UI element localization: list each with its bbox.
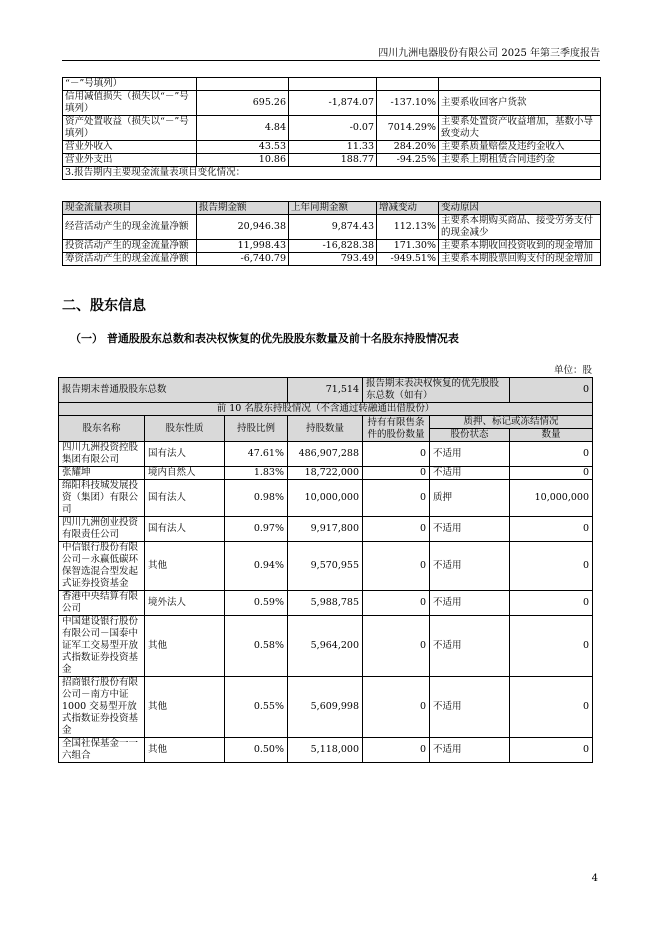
previous-amount-cell bbox=[289, 78, 377, 91]
pledge-quantity-cell: 0 bbox=[510, 442, 593, 467]
item-cell: 筹资活动产生的现金流量净额 bbox=[63, 253, 197, 266]
pref-shareholders-value: 0 bbox=[510, 378, 593, 403]
header-cell: 变动原因 bbox=[439, 202, 601, 215]
pledge-quantity-cell: 0 bbox=[510, 591, 593, 616]
restricted-shares-cell: 0 bbox=[363, 442, 430, 467]
pledge-quantity-cell: 0 bbox=[510, 542, 593, 591]
shareholder-nature-cell: 国有法人 bbox=[145, 480, 225, 517]
table-row bbox=[59, 616, 593, 677]
shareholder-name-cell: 招商银行股份有限公司－南方中证 1000 交易型开放式指数证券投资基金 bbox=[59, 677, 145, 738]
change-cell: 171.30% bbox=[377, 240, 439, 253]
shareholder-name-cell: 中国建设银行股份有限公司－国泰中证军工交易型开放式指数证券投资基金 bbox=[59, 616, 145, 677]
header-cell: 上年同期金额 bbox=[289, 202, 377, 215]
restricted-shares-cell: 0 bbox=[363, 517, 430, 542]
holding-ratio-cell: 0.50% bbox=[225, 738, 288, 763]
pledge-status-cell: 不适用 bbox=[430, 591, 510, 616]
table-row bbox=[63, 116, 601, 141]
shareholder-nature-cell: 国有法人 bbox=[145, 442, 225, 467]
shareholder-name-cell: 四川九洲投资控股集团有限公司 bbox=[59, 442, 145, 467]
item-cell: 信用减值损失（损失以“－”号填列） bbox=[63, 91, 197, 116]
change-cell: 284.20% bbox=[377, 141, 439, 154]
table-row bbox=[59, 480, 593, 517]
previous-amount-cell: 11.33 bbox=[289, 141, 377, 154]
item-cell: 营业外支出 bbox=[63, 154, 197, 167]
current-amount-cell: 20,946.38 bbox=[197, 215, 289, 240]
holding-ratio-cell: 0.97% bbox=[225, 517, 288, 542]
current-amount-cell: 11,998.43 bbox=[197, 240, 289, 253]
table-row bbox=[63, 91, 601, 116]
change-cell: -137.10% bbox=[377, 91, 439, 116]
previous-amount-cell: 188.77 bbox=[289, 154, 377, 167]
top10-caption: 前 10 名股东持股情况（不含通过转融通出借股份） bbox=[59, 403, 593, 416]
total-shareholders-label: 报告期末普通股股东总数 bbox=[59, 378, 288, 403]
shareholder-name-cell: 全国社保基金一一六组合 bbox=[59, 738, 145, 763]
header-cell: 现金流量表项目 bbox=[63, 202, 197, 215]
restricted-shares-cell: 0 bbox=[363, 591, 430, 616]
pledge-status-cell: 不适用 bbox=[430, 738, 510, 763]
pledge-status-cell: 不适用 bbox=[430, 616, 510, 677]
holding-quantity-cell: 10,000,000 bbox=[288, 480, 363, 517]
restricted-shares-cell: 0 bbox=[363, 480, 430, 517]
unit-label: 单位：股 bbox=[553, 365, 592, 376]
table-row bbox=[63, 253, 601, 266]
pledge-status-cell: 不适用 bbox=[430, 542, 510, 591]
change-cell bbox=[377, 78, 439, 91]
previous-amount-cell: -0.07 bbox=[289, 116, 377, 141]
header-cell: 股东名称 bbox=[59, 416, 145, 442]
holding-quantity-cell: 5,118,000 bbox=[288, 738, 363, 763]
header-cell: 增减变动 bbox=[377, 202, 439, 215]
table-row bbox=[59, 591, 593, 616]
reason-cell: 主要系本期收回投资收到的现金增加 bbox=[439, 240, 601, 253]
change-cell: -94.25% bbox=[377, 154, 439, 167]
shareholder-nature-cell: 其他 bbox=[145, 616, 225, 677]
cashflow-header-row bbox=[63, 202, 601, 215]
income-change-table bbox=[62, 77, 601, 180]
current-amount-cell: 10.86 bbox=[197, 154, 289, 167]
shareholder-name-cell: 香港中央结算有限公司 bbox=[59, 591, 145, 616]
header-cell: 持有有限售条件的股份数量 bbox=[363, 416, 430, 442]
shareholder-nature-cell: 其他 bbox=[145, 542, 225, 591]
section-title: 二、股东信息 bbox=[62, 298, 146, 314]
item-cell: 投资活动产生的现金流量净额 bbox=[63, 240, 197, 253]
shareholder-nature-cell: 境外法人 bbox=[145, 591, 225, 616]
current-amount-cell: 695.26 bbox=[197, 91, 289, 116]
shareholder-nature-cell: 其他 bbox=[145, 677, 225, 738]
cashflow-caption: 3.报告期内主要现金流量表项目变化情况： bbox=[63, 167, 601, 180]
table-row bbox=[59, 467, 593, 480]
pledge-status-cell: 不适用 bbox=[430, 517, 510, 542]
current-amount-cell: 4.84 bbox=[197, 116, 289, 141]
current-amount-cell: -6,740.79 bbox=[197, 253, 289, 266]
header-cell: 持股比例 bbox=[225, 416, 288, 442]
table-row bbox=[59, 738, 593, 763]
pref-shareholders-label: 报告期末表决权恢复的优先股股东总数（如有） bbox=[363, 378, 510, 403]
previous-amount-cell: 9,874.43 bbox=[289, 215, 377, 240]
pledge-quantity-cell: 10,000,000 bbox=[510, 480, 593, 517]
item-cell: 经营活动产生的现金流量净额 bbox=[63, 215, 197, 240]
shareholder-name-cell: 张耀坤 bbox=[59, 467, 145, 480]
shareholder-nature-cell: 其他 bbox=[145, 738, 225, 763]
total-shareholders-value: 71,514 bbox=[288, 378, 363, 403]
pledge-status-cell: 不适用 bbox=[430, 442, 510, 467]
change-cell: 112.13% bbox=[377, 215, 439, 240]
header-cell: 股份状态 bbox=[430, 429, 510, 442]
section-subtitle: （一） 普通股股东总数和表决权恢复的优先股股东数量及前十名股东持股情况表 bbox=[70, 332, 459, 345]
holding-quantity-cell: 486,907,288 bbox=[288, 442, 363, 467]
change-cell: 7014.29% bbox=[377, 116, 439, 141]
shareholder-nature-cell: 境内自然人 bbox=[145, 467, 225, 480]
reason-cell: 主要系收回客户货款 bbox=[439, 91, 601, 116]
holding-ratio-cell: 0.55% bbox=[225, 677, 288, 738]
restricted-shares-cell: 0 bbox=[363, 467, 430, 480]
holding-ratio-cell: 0.94% bbox=[225, 542, 288, 591]
restricted-shares-cell: 0 bbox=[363, 738, 430, 763]
header-cell: 数量 bbox=[510, 429, 593, 442]
header-divider bbox=[62, 60, 600, 61]
holding-ratio-cell: 0.59% bbox=[225, 591, 288, 616]
pledge-quantity-cell: 0 bbox=[510, 467, 593, 480]
holding-quantity-cell: 18,722,000 bbox=[288, 467, 363, 480]
table-row bbox=[59, 442, 593, 467]
restricted-shares-cell: 0 bbox=[363, 542, 430, 591]
previous-amount-cell: -1,874.07 bbox=[289, 91, 377, 116]
change-cell: -949.51% bbox=[377, 253, 439, 266]
header-cell: 质押、标记或冻结情况 bbox=[430, 416, 593, 429]
holding-quantity-cell: 9,917,800 bbox=[288, 517, 363, 542]
restricted-shares-cell: 0 bbox=[363, 616, 430, 677]
previous-amount-cell: 793.49 bbox=[289, 253, 377, 266]
holding-ratio-cell: 1.83% bbox=[225, 467, 288, 480]
current-amount-cell bbox=[197, 78, 289, 91]
holding-ratio-cell: 0.98% bbox=[225, 480, 288, 517]
current-amount-cell: 43.53 bbox=[197, 141, 289, 154]
reason-cell: 主要系处置资产收益增加，基数小导致变动大 bbox=[439, 116, 601, 141]
pledge-status-cell: 不适用 bbox=[430, 467, 510, 480]
holding-ratio-cell: 47.61% bbox=[225, 442, 288, 467]
pledge-quantity-cell: 0 bbox=[510, 677, 593, 738]
header-cell: 持股数量 bbox=[288, 416, 363, 442]
table-row bbox=[63, 240, 601, 253]
item-cell: 营业外收入 bbox=[63, 141, 197, 154]
holding-quantity-cell: 9,570,955 bbox=[288, 542, 363, 591]
header-cell: 股东性质 bbox=[145, 416, 225, 442]
pledge-quantity-cell: 0 bbox=[510, 616, 593, 677]
holding-quantity-cell: 5,964,200 bbox=[288, 616, 363, 677]
shareholder-name-cell: 四川九洲创业投资有限责任公司 bbox=[59, 517, 145, 542]
table-row bbox=[63, 78, 601, 91]
page-header: 四川九洲电器股份有限公司 2025 年第三季度报告 bbox=[378, 48, 600, 59]
shareholder-name-cell: 中信银行股份有限公司－永赢低碳环保智选混合型发起式证券投资基金 bbox=[59, 542, 145, 591]
table-row bbox=[63, 154, 601, 167]
shareholder-table bbox=[58, 377, 593, 763]
restricted-shares-cell: 0 bbox=[363, 677, 430, 738]
table-row bbox=[59, 677, 593, 738]
reason-cell: 主要系上期租赁合同违约金 bbox=[439, 154, 601, 167]
shareholder-name-cell: 绵阳科技城发展投资（集团）有限公司 bbox=[59, 480, 145, 517]
table-row bbox=[63, 141, 601, 154]
previous-amount-cell: -16,828.38 bbox=[289, 240, 377, 253]
pledge-status-cell: 质押 bbox=[430, 480, 510, 517]
reason-cell: 主要系本期股票回购支付的现金增加 bbox=[439, 253, 601, 266]
pledge-quantity-cell: 0 bbox=[510, 738, 593, 763]
header-cell: 报告期金额 bbox=[197, 202, 289, 215]
table-row bbox=[59, 542, 593, 591]
holding-quantity-cell: 5,609,998 bbox=[288, 677, 363, 738]
reason-cell bbox=[439, 78, 601, 91]
item-cell: “－”号填列） bbox=[63, 78, 197, 91]
table-row bbox=[59, 517, 593, 542]
cashflow-table bbox=[62, 201, 601, 266]
page-number: 4 bbox=[591, 873, 598, 884]
holding-ratio-cell: 0.58% bbox=[225, 616, 288, 677]
holding-quantity-cell: 5,988,785 bbox=[288, 591, 363, 616]
reason-cell: 主要系质量赔偿及违约金收入 bbox=[439, 141, 601, 154]
reason-cell: 主要系本期购买商品、接受劳务支付的现金减少 bbox=[439, 215, 601, 240]
pledge-quantity-cell: 0 bbox=[510, 517, 593, 542]
shareholder-nature-cell: 国有法人 bbox=[145, 517, 225, 542]
pledge-status-cell: 不适用 bbox=[430, 677, 510, 738]
table-row bbox=[63, 215, 601, 240]
item-cell: 资产处置收益（损失以“－”号填列） bbox=[63, 116, 197, 141]
